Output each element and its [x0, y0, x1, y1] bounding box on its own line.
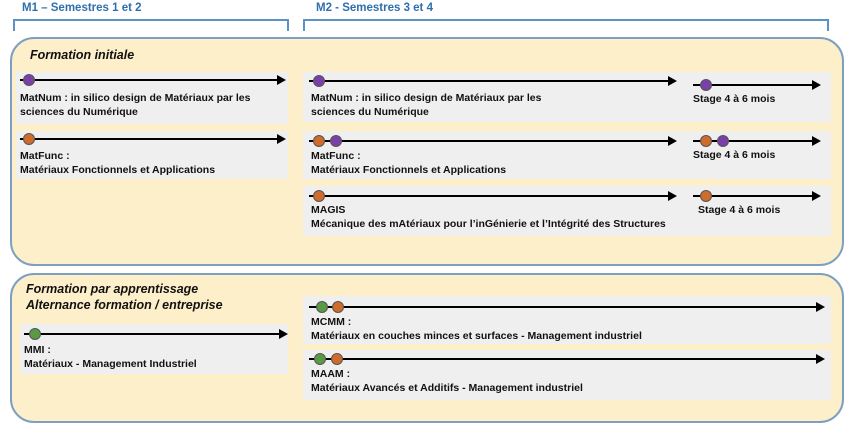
timeline-arrow	[20, 138, 278, 140]
formation-apprentissage-subtitle: Alternance formation / entreprise	[26, 298, 223, 312]
purple-dot-icon	[700, 79, 712, 91]
green-dot-icon	[314, 353, 326, 365]
timeline-arrow	[309, 80, 669, 82]
fi-m2-matnum-label	[311, 91, 611, 119]
orange-dot-icon	[331, 353, 343, 365]
label-line1: MCMM :	[311, 316, 352, 328]
formation-initiale-title: Formation initiale	[30, 48, 135, 62]
fa-m2-maam-label	[311, 367, 811, 395]
fa-m1-row-mmi	[20, 324, 288, 374]
m2-header: M2 - Semestres 3 et 4	[316, 2, 433, 14]
label-line1: MAGIS	[311, 204, 346, 216]
timeline-arrow	[309, 306, 817, 308]
fa-m2-mcmm-label	[311, 315, 811, 343]
purple-dot-icon	[330, 135, 342, 147]
fi-m2-row-matnum	[303, 72, 831, 122]
label-line1: MatFunc :	[311, 150, 361, 162]
stage-label: Stage 4 à 6 mois	[698, 204, 781, 216]
fa-m2-row-maam	[303, 350, 831, 400]
orange-dot-icon	[700, 135, 712, 147]
purple-dot-icon	[23, 74, 35, 86]
green-dot-icon	[29, 328, 41, 340]
formation-apprentissage-title: Formation par apprentissage	[26, 282, 199, 296]
fa-m1-mmi-label	[24, 343, 284, 371]
purple-dot-icon	[313, 75, 325, 87]
orange-dot-icon	[23, 133, 35, 145]
stage-label: Stage 4 à 6 mois	[693, 149, 776, 161]
m1-header: M1 – Semestres 1 et 2	[22, 2, 142, 14]
fa-m2-row-mcmm	[303, 296, 831, 344]
label-line2: Matériaux Avancés et Additifs - Management industriel	[311, 382, 583, 394]
label-line2: Matériaux Fonctionnels et Applications	[20, 164, 216, 176]
label-line2: Matériaux - Management Industriel	[24, 358, 197, 370]
timeline-arrow	[309, 358, 817, 360]
timeline-arrow	[309, 140, 669, 142]
label-line1: MAAM :	[311, 368, 351, 380]
fi-m2-row-matfunc	[303, 131, 831, 179]
fi-m1-matnum-label	[20, 91, 285, 119]
fi-m1-matfunc-label	[20, 149, 285, 177]
label-line2: Matériaux Fonctionnels et Applications	[311, 164, 507, 176]
fi-m1-row-matfunc	[16, 131, 288, 179]
timeline-arrow	[20, 79, 278, 81]
orange-dot-icon	[313, 190, 325, 202]
label-line2: Mécanique des mAtériaux pour l’inGénierie et l’Intégrité des Structures	[311, 218, 666, 230]
label-line1: MMI :	[24, 344, 51, 356]
fi-m1-row-matnum	[16, 72, 288, 124]
m1-bracket	[13, 19, 289, 31]
m2-bracket	[303, 19, 829, 31]
label-line2: sciences du Numérique	[20, 106, 138, 118]
timeline-arrow	[309, 195, 669, 197]
label-line2: sciences du Numérique	[311, 106, 429, 118]
label-line2: Matériaux en couches minces et surfaces - Management industriel	[311, 330, 642, 342]
stage-label: Stage 4 à 6 mois	[693, 93, 776, 105]
timeline-arrow	[24, 333, 280, 335]
fi-m2-matfunc-label	[311, 149, 631, 177]
green-dot-icon	[316, 301, 328, 313]
purple-dot-icon	[717, 135, 729, 147]
orange-dot-icon	[332, 301, 344, 313]
label-line1: MatFunc :	[20, 150, 70, 162]
fi-m2-magis-label	[311, 203, 711, 231]
orange-dot-icon	[313, 135, 325, 147]
label-line1: MatNum : in silico design de Matériaux par les	[311, 92, 542, 104]
fi-m2-row-magis	[303, 186, 831, 236]
label-line1: MatNum : in silico design de Matériaux par les	[20, 92, 251, 104]
orange-dot-icon	[700, 190, 712, 202]
